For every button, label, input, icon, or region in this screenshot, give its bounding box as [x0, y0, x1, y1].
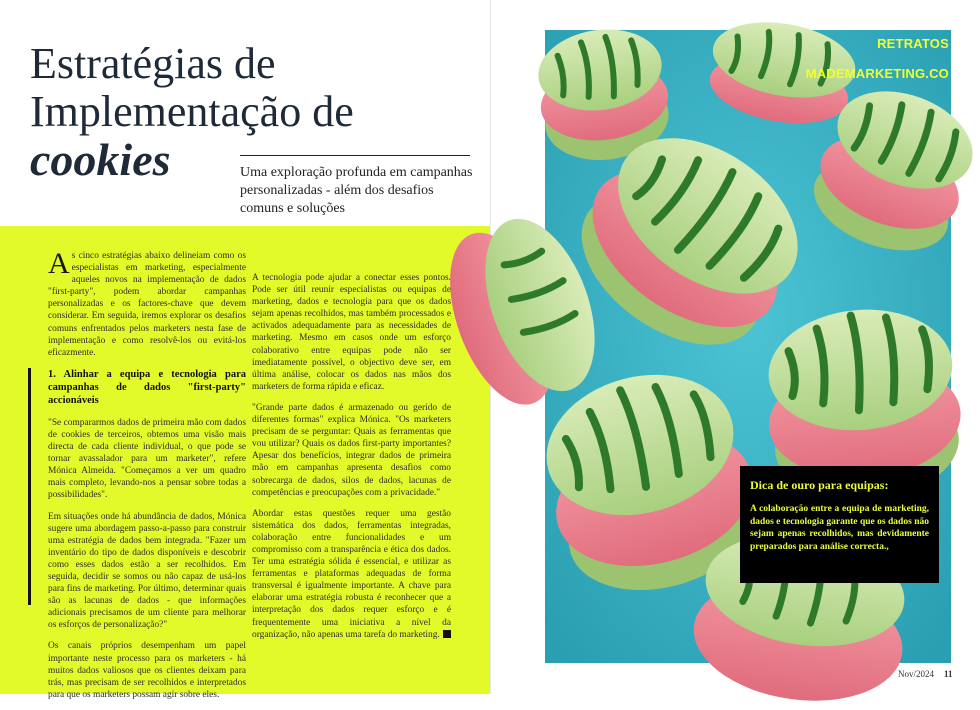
drop-cap: A: [48, 247, 70, 280]
body-paragraph: A tecnologia pode ajudar a conectar esses pontos. Pode ser útil reunir especialistas ou equipas de marketing, dados e tecnologia para que os dados sejam apenas recolhidos, mas também processados e activados adequadamente para as necessidades de marketing. Mesmo em casos onde um esforço colaborativo entre equipas pode não ser imediatamente possível, o objectivo deve ser, em última análise, colocar os dados nas mãos dos marketers de forma rápida e eficaz.: [252, 273, 451, 392]
tip-body: A colaboração entre a equipa de marketing, dados e tecnologia garante que os dados não sejam apenas recolhidos, mas devidamente preparados para análise correcta.,: [750, 504, 929, 552]
body-paragraph-final: [252, 508, 451, 641]
body-paragraph: "Grande parte dados é armazenado ou gerido de diferentes formas" explica Mónica. "Os marketers precisam de se perguntar: Quais as ferramentas que vou utilizar? Quais os dados first-party importantes? Apesar dos benefícios, integrar dados de primeira mão em campanhas apresenta desafios como sobrecarga de dados, silos de dados, lacunas de competências e preocupações com a privacidade.": [252, 402, 451, 498]
end-of-article-mark: [443, 630, 451, 638]
article-subtitle: Uma exploração profunda em campanhas personalizadas - além dos desafios comuns e soluções: [240, 165, 473, 216]
brand-line-1: RETRATOS: [877, 36, 949, 51]
section-side-bar: [28, 368, 31, 605]
article-title: [30, 40, 470, 184]
tip-box: [740, 466, 939, 583]
body-paragraph: "Se compararmos dados de primeira mão com dados de cookies de terceiros, obtemos uma visão mais directa de cada cliente individual, o que pode se tornar avassalador para um marketer", refere Mónica Almeida. "Começamos a ver um quadro mais completo, levando-nos a pensar sobre todas a possibilidades".: [48, 417, 246, 501]
body-paragraph: Em situações onde há abundância de dados, Mónica sugere uma abordagem passo-a-passo para construir uma estratégia de dados bem integrada. "Fazer um inventário do tipo de dados disponíveis e descobrir como esses dados estão a ser recolhidos. Em seguida, decidir se somos ou não capaz de usá-los para fins de marketing. Por último, determinar quais são as lacunas de dados - que informações adicionais precisamos de um cliente para melhorar os esforços de personalização?": [48, 511, 246, 631]
issue-date: Nov/2024: [898, 669, 934, 679]
tip-title: Dica de ouro para equipas:: [750, 478, 889, 492]
text-column-1: [48, 247, 246, 710]
title-emphasis: cookies: [30, 134, 171, 185]
title-line-2: Implementação de: [30, 87, 354, 136]
title-line-1: Estratégias de: [30, 39, 276, 88]
intro-paragraph: [48, 247, 246, 359]
subtitle-rule-top: [240, 155, 470, 156]
final-text: Abordar estas questões requer uma gestão sistemática dos dados, ferramentas integradas, colaboração entre funcionalidades e um compromisso com a transparência e ética dos dados. Ter uma estratégia sólida é essencial, e utilizar as ferramentas e plataformas adequadas de forma transversal é igualmente importante. A chave para elaborar uma estratégia robusta é reconhecer que a interpretação dos dados requer esforço e é frequentemente uma iniciativa a nível da organização, não apenas uma tarefa do marketing.: [252, 508, 451, 640]
page-footer: [898, 669, 953, 679]
body-paragraph: Os canais próprios desempenham um papel importante neste processo para os marketers - há muitos dados valiosos que os clientes deixam para trás, mas precisam de ser recolhidos e interpretados para que os marketers possam agir sobre eles.: [48, 641, 246, 700]
intro-text: s cinco estratégias abaixo delineiam como os especialistas em marketing, especialmente aqueles novos na implementação de dados "first-party", podem abordar campanhas personalizadas e os factores-chave que devem considerar. Em seguida, iremos explorar os desafios comuns enfrentados pelos marketers nesta fase de implementação e como resolvê-los ou evitá-los eficazmente.: [48, 251, 246, 358]
text-column-2: [252, 272, 451, 650]
section-heading: 1. Alinhar a equipa e tecnologia para campanhas de dados "first-party" accionáveis: [48, 368, 246, 406]
page-number: 11: [944, 669, 953, 679]
brand-line-2: MADEMARKETING.CO: [805, 66, 949, 81]
